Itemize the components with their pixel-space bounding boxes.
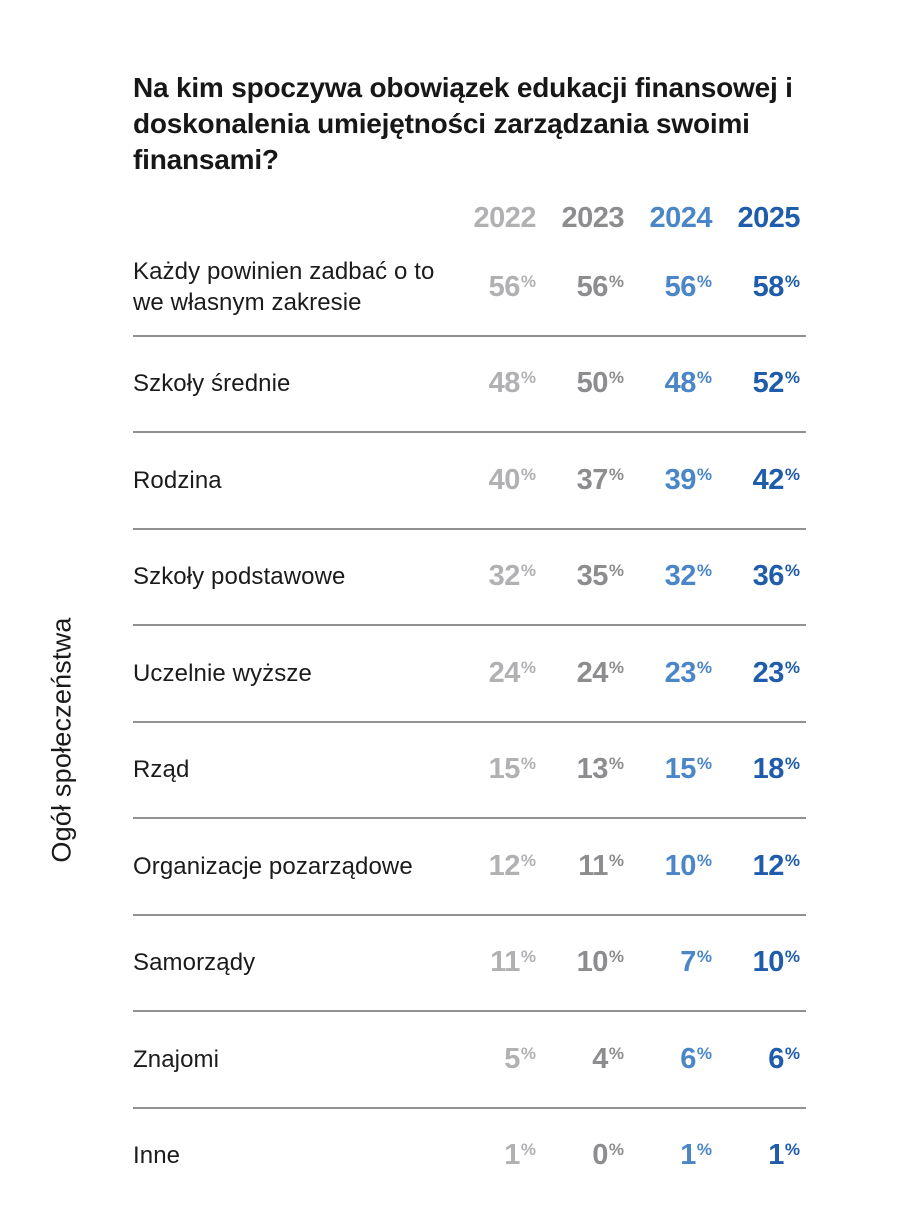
row-label: Szkoły podstawowe <box>133 563 346 591</box>
value-cell-2025 <box>718 850 806 883</box>
value-cell-2025 <box>718 946 806 979</box>
column-header-2023: 2023 <box>561 201 624 234</box>
value-number: 6 <box>680 1042 696 1075</box>
value-number: 24 <box>576 656 608 689</box>
table-row <box>133 626 806 723</box>
percent-sign: % <box>696 368 712 388</box>
table-row <box>133 240 806 337</box>
percent-sign: % <box>784 464 800 484</box>
value-number: 52 <box>752 367 784 400</box>
value-number: 5 <box>504 1042 520 1075</box>
value-cell-2025 <box>718 464 806 497</box>
value-cell-2022 <box>454 464 542 497</box>
value-cell-2022 <box>454 753 542 786</box>
value-cell-2024 <box>630 464 718 497</box>
percent-sign: % <box>696 754 712 774</box>
value-number: 0 <box>592 1139 608 1172</box>
row-label: Organizacje pozarządowe <box>133 852 413 880</box>
value-cell-2025 <box>718 1043 806 1076</box>
percent-sign: % <box>696 657 712 677</box>
value-cell-2025 <box>718 271 806 304</box>
table-row <box>133 1109 806 1204</box>
value-number: 23 <box>752 656 784 689</box>
value-number: 39 <box>664 463 696 496</box>
value-cell-2025 <box>718 560 806 593</box>
row-label: Szkoły średnie <box>133 370 291 398</box>
percent-sign: % <box>520 561 536 581</box>
value-number: 11 <box>578 849 608 882</box>
percent-sign: % <box>696 271 712 291</box>
value-number: 56 <box>488 270 520 303</box>
percent-sign: % <box>608 1140 624 1160</box>
value-cell-2022 <box>454 1139 542 1172</box>
value-number: 24 <box>488 656 520 689</box>
value-number: 50 <box>576 367 608 400</box>
value-cell-2023 <box>542 271 630 304</box>
value-cell-2024 <box>630 271 718 304</box>
percent-sign: % <box>520 947 536 967</box>
percent-sign: % <box>608 368 624 388</box>
value-cell-2022 <box>454 657 542 690</box>
column-header-2024: 2024 <box>649 201 712 234</box>
value-cell-2024 <box>630 946 718 979</box>
percent-sign: % <box>696 561 712 581</box>
value-number: 58 <box>752 270 784 303</box>
value-number: 10 <box>752 946 784 979</box>
rows <box>133 240 806 1203</box>
value-cell-2025 <box>718 367 806 400</box>
percent-sign: % <box>608 850 624 870</box>
value-number: 56 <box>664 270 696 303</box>
column-header-2022: 2022 <box>473 201 536 234</box>
value-number: 1 <box>680 1139 696 1172</box>
percent-sign: % <box>784 368 800 388</box>
chart-title: Na kim spoczywa obowiązek edukacji finansowej i doskonalenia umiejętności zarządzania swoimi finansami? <box>133 72 793 175</box>
value-number: 12 <box>752 849 784 882</box>
row-label: Znajomi <box>133 1045 220 1073</box>
value-cell-2022 <box>454 367 542 400</box>
value-cell-2023 <box>542 1139 630 1172</box>
value-number: 42 <box>752 463 784 496</box>
value-number: 23 <box>664 656 696 689</box>
header-row <box>133 196 806 240</box>
table-row <box>133 916 806 1013</box>
value-cell-2023 <box>542 1043 630 1076</box>
value-cell-2022 <box>454 271 542 304</box>
percent-sign: % <box>520 754 536 774</box>
value-cell-2024 <box>630 1043 718 1076</box>
value-number: 32 <box>664 560 696 593</box>
value-cell-2022 <box>454 946 542 979</box>
value-number: 15 <box>664 753 696 786</box>
value-number: 4 <box>592 1042 608 1075</box>
row-label: Rodzina <box>133 466 222 494</box>
value-number: 12 <box>488 849 520 882</box>
value-cell-2024 <box>630 1139 718 1172</box>
row-label: Rząd <box>133 756 190 784</box>
value-number: 10 <box>664 849 696 882</box>
value-cell-2024 <box>630 560 718 593</box>
value-number: 35 <box>576 560 608 593</box>
percent-sign: % <box>784 754 800 774</box>
table-row <box>133 1012 806 1109</box>
value-number: 10 <box>576 946 608 979</box>
row-label: Każdy powinien zadbać o to we własnym zakresie <box>133 258 435 317</box>
value-cell-2024 <box>630 657 718 690</box>
percent-sign: % <box>784 657 800 677</box>
percent-sign: % <box>784 1043 800 1063</box>
percent-sign: % <box>784 850 800 870</box>
value-cell-2023 <box>542 560 630 593</box>
value-number: 36 <box>752 560 784 593</box>
row-label: Samorządy <box>133 949 256 977</box>
value-cell-2023 <box>542 657 630 690</box>
table-row <box>133 819 806 916</box>
percent-sign: % <box>784 561 800 581</box>
value-cell-2025 <box>718 753 806 786</box>
value-number: 48 <box>664 367 696 400</box>
percent-sign: % <box>696 1043 712 1063</box>
percent-sign: % <box>784 1140 800 1160</box>
percent-sign: % <box>520 657 536 677</box>
percent-sign: % <box>784 271 800 291</box>
value-cell-2023 <box>542 464 630 497</box>
percent-sign: % <box>696 464 712 484</box>
percent-sign: % <box>696 947 712 967</box>
percent-sign: % <box>608 561 624 581</box>
value-cell-2023 <box>542 367 630 400</box>
percent-sign: % <box>608 657 624 677</box>
y-axis-group-label: Ogół społeczeństwa <box>46 617 77 863</box>
column-header-2025: 2025 <box>737 201 800 234</box>
value-cell-2023 <box>542 946 630 979</box>
percent-sign: % <box>608 271 624 291</box>
value-cell-2024 <box>630 850 718 883</box>
value-number: 6 <box>768 1042 784 1075</box>
value-number: 56 <box>576 270 608 303</box>
table-row <box>133 433 806 530</box>
value-cell-2025 <box>718 1139 806 1172</box>
value-cell-2022 <box>454 560 542 593</box>
percent-sign: % <box>608 1043 624 1063</box>
percent-sign: % <box>608 464 624 484</box>
value-number: 1 <box>768 1139 784 1172</box>
value-cell-2023 <box>542 753 630 786</box>
value-number: 1 <box>504 1139 520 1172</box>
value-number: 13 <box>576 753 608 786</box>
value-cell-2023 <box>542 850 630 883</box>
table-row <box>133 530 806 627</box>
percent-sign: % <box>696 1140 712 1160</box>
percent-sign: % <box>520 850 536 870</box>
value-number: 32 <box>488 560 520 593</box>
value-cell-2024 <box>630 753 718 786</box>
percent-sign: % <box>696 850 712 870</box>
percent-sign: % <box>784 947 800 967</box>
row-label: Inne <box>133 1142 181 1170</box>
value-cell-2022 <box>454 1043 542 1076</box>
value-number: 37 <box>576 463 608 496</box>
percent-sign: % <box>520 464 536 484</box>
value-number: 18 <box>752 753 784 786</box>
percent-sign: % <box>608 754 624 774</box>
percent-sign: % <box>520 368 536 388</box>
value-cell-2024 <box>630 367 718 400</box>
chart-content <box>133 70 806 1203</box>
percent-sign: % <box>520 1043 536 1063</box>
value-cell-2025 <box>718 657 806 690</box>
table-row <box>133 723 806 820</box>
row-label: Uczelnie wyższe <box>133 659 312 687</box>
value-cell-2022 <box>454 850 542 883</box>
percent-sign: % <box>520 1140 536 1160</box>
table-row <box>133 337 806 434</box>
value-number: 11 <box>490 946 520 979</box>
value-number: 15 <box>488 753 520 786</box>
percent-sign: % <box>608 947 624 967</box>
value-number: 48 <box>488 367 520 400</box>
percent-sign: % <box>520 271 536 291</box>
value-number: 7 <box>680 946 696 979</box>
value-number: 40 <box>488 463 520 496</box>
